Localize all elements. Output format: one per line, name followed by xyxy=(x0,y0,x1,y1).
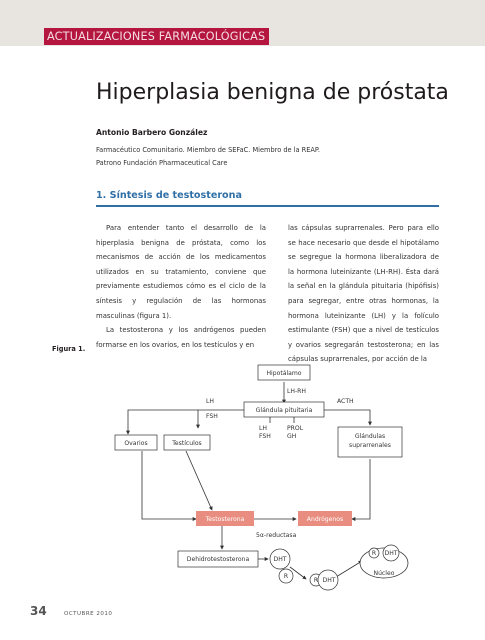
arrow-ovarios-testo xyxy=(142,451,196,519)
label-lh: LH xyxy=(206,398,214,405)
label-fsh: FSH xyxy=(206,413,218,420)
label-testiculos: Testículos xyxy=(172,440,202,447)
label-fsh2: FSH xyxy=(259,433,271,440)
label-lhrh: LH-RH xyxy=(287,388,306,395)
author-affiliation xyxy=(96,144,320,169)
author-name: Antonio Barbero González xyxy=(96,128,208,137)
arrow-acth xyxy=(324,410,370,425)
label-hipotalamo: Hipotálamo xyxy=(266,370,302,377)
label-suprarrenales-1: Glándulas xyxy=(354,433,386,440)
label-nucleo: Núcleo xyxy=(373,570,395,577)
arrow-supra-andro xyxy=(352,459,370,519)
arrow-lh-fsh xyxy=(198,410,244,428)
label-r3: R xyxy=(371,550,377,557)
body-column-left xyxy=(96,221,266,352)
label-r: R xyxy=(283,573,289,580)
section-rule xyxy=(96,205,439,207)
label-pituitaria: Glándula pituitaria xyxy=(255,407,313,414)
label-prol: PROL xyxy=(287,425,304,432)
label-dihidro: Dehidrotestosterona xyxy=(186,556,250,563)
label-suprarrenales-2: suprarrenales xyxy=(349,442,391,449)
affiliation-line: Patrono Fundación Pharmaceutical Care xyxy=(96,158,228,167)
section-heading: 1. Síntesis de testosterona xyxy=(96,190,242,201)
page-number: 34 xyxy=(30,604,47,618)
arrow-nucleo xyxy=(336,561,362,577)
issue-date: OCTUBRE 2010 xyxy=(64,611,113,617)
label-dht: DHT xyxy=(273,556,287,563)
label-acth: ACTH xyxy=(337,398,354,405)
article-title: Hiperplasia benigna de próstata xyxy=(96,80,449,105)
label-dht2: DHT xyxy=(322,577,336,584)
paragraph: La testosterona y los andrógenos pueden formarse en los ovarios, en los testículos y en xyxy=(96,326,266,349)
label-r2: R xyxy=(313,577,319,584)
label-gh: GH xyxy=(287,433,297,440)
figure-label: Figura 1. xyxy=(52,345,86,353)
body-column-right xyxy=(288,221,439,367)
label-ovarios: Ovarios xyxy=(124,440,148,447)
arrow-to-ovarios xyxy=(128,410,198,434)
paragraph: las cápsulas suprarrenales. Pero para ello se hace necesario que desde el hipotálamo se segregue la hormona liberalizadora de la hormona luteinizante (LH-RH). Ésta dará la señal en la glándula pituitaria (hipófisis) para segregar, entre otras hormonas, la hormona luteinizante (LH) y la folículo estimulante (FSH) que a nivel de testículos y ovarios segregarán testosterona; en las cápsulas suprarrenales, por acción de la xyxy=(288,224,439,364)
hormone-diagram xyxy=(0,355,485,595)
label-lh2: LH xyxy=(259,425,267,432)
label-reductasa: 5α-reductasa xyxy=(256,532,297,539)
label-dht3: DHT xyxy=(384,550,398,557)
affiliation-line: Farmacéutico Comunitario. Miembro de SEFaC. Miembro de la REAP. xyxy=(96,146,320,154)
section-tag: ACTUALIZACIONES FARMACOLÓGICAS xyxy=(44,28,269,45)
label-testosterona: Testosterona xyxy=(205,516,245,523)
paragraph: Para entender tanto el desarrollo de la hiperplasia benigna de próstata, como los mecanismos de acción de los medicamentos utilizados en su tratamiento, conviene que previamente estudiemos cómo es el ciclo de la síntesis y regulación de las hormonas masculinas (figura 1). xyxy=(96,224,266,320)
arrow-testi-testo xyxy=(186,451,212,510)
label-androgenos: Andrógenos xyxy=(306,516,344,523)
